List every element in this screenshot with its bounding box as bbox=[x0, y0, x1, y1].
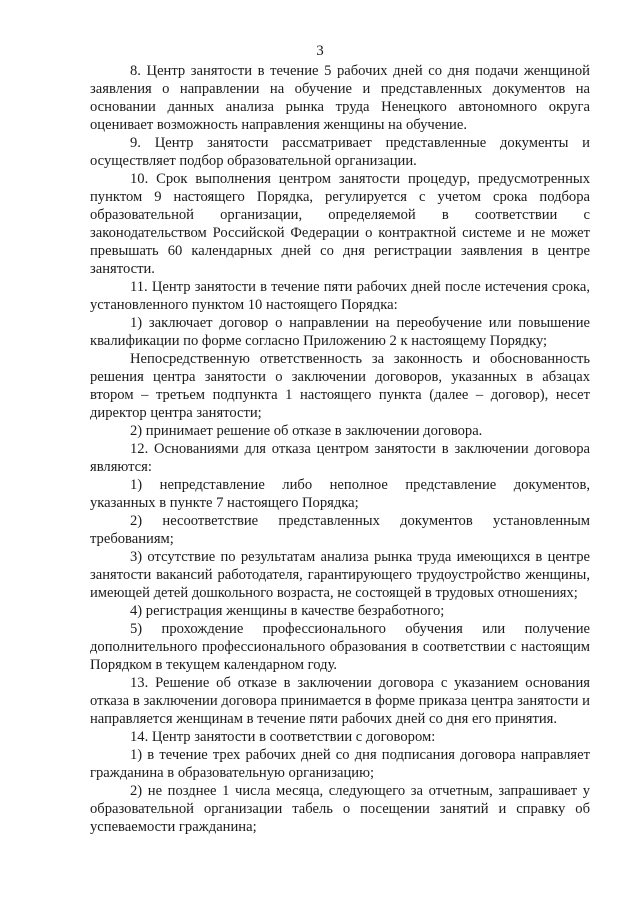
paragraph-11-item-1: 1) заключает договор о направлении на переобучение или повышение квалификации по форме согласно Приложению 2 к настоящему Порядку; bbox=[90, 315, 590, 349]
document-body bbox=[90, 62, 590, 836]
paragraph-11: 11. Центр занятости в течение пяти рабочих дней после истечения срока, установленного пунктом 10 настоящего Порядка: bbox=[90, 279, 590, 313]
paragraph-12-item-5: 5) прохождение профессионального обучения или получение дополнительного профессионального образования в соответствии с настоящим Порядком в текущем календарном году. bbox=[90, 621, 590, 673]
paragraph-9: 9. Центр занятости рассматривает представленные документы и осуществляет подбор образовательной организации. bbox=[90, 135, 590, 169]
paragraph-12-item-3: 3) отсутствие по результатам анализа рынка труда имеющихся в центре занятости вакансий работодателя, гарантирующего трудоустройство женщины, имеющей детей дошкольного возраста, не состоящей в трудовых отношениях; bbox=[90, 549, 590, 601]
paragraph-14-item-1: 1) в течение трех рабочих дней со дня подписания договора направляет гражданина в образовательную организацию; bbox=[90, 747, 590, 781]
paragraph-14: 14. Центр занятости в соответствии с договором: bbox=[130, 729, 436, 745]
paragraph-14-item-2: 2) не позднее 1 числа месяца, следующего за отчетным, запрашивает у образовательной организации табель о посещении занятий и справку об успеваемости гражданина; bbox=[90, 783, 590, 835]
paragraph-11-item-2: 2) принимает решение об отказе в заключении договора. bbox=[130, 423, 483, 439]
paragraph-12-item-2: 2) несоответствие представленных документов установленным требованиям; bbox=[90, 513, 590, 547]
paragraph-11-responsibility: Непосредственную ответственность за законность и обоснованность решения центра занятости о заключении договоров, указанных в абзацах втором – третьем подпункта 1 настоящего пункта (далее – договор), несет директор центра занятости; bbox=[90, 351, 590, 421]
paragraph-8: 8. Центр занятости в течение 5 рабочих дней со дня подачи женщиной заявления о направлении на обучение и представленных документов на основании данных анализа рынка труда Ненецкого автономного округа оценивает возможность направления женщины на обучение. bbox=[90, 63, 590, 133]
paragraph-10: 10. Срок выполнения центром занятости процедур, предусмотренных пунктом 9 настоящего Порядка, регулируется с учетом срока подбора образовательной организации, определяемой в соответствии с законодательством Российской Федерации о контрактной системе и не может превышать 60 календарных дней со дня регистрации заявления в центре занятости. bbox=[90, 171, 590, 277]
paragraph-12: 12. Основаниями для отказа центром занятости в заключении договора являются: bbox=[90, 441, 590, 475]
paragraph-12-item-1: 1) непредставление либо неполное представление документов, указанных в пункте 7 настоящего Порядка; bbox=[90, 477, 590, 511]
paragraph-13: 13. Решение об отказе в заключении договора с указанием основания отказа в заключении договора принимается в форме приказа центра занятости и направляется женщинам в течение пяти рабочих дней со дня его принятия. bbox=[90, 675, 590, 727]
page-number: 3 bbox=[316, 43, 324, 59]
paragraph-12-item-4: 4) регистрация женщины в качестве безработного; bbox=[130, 603, 445, 619]
